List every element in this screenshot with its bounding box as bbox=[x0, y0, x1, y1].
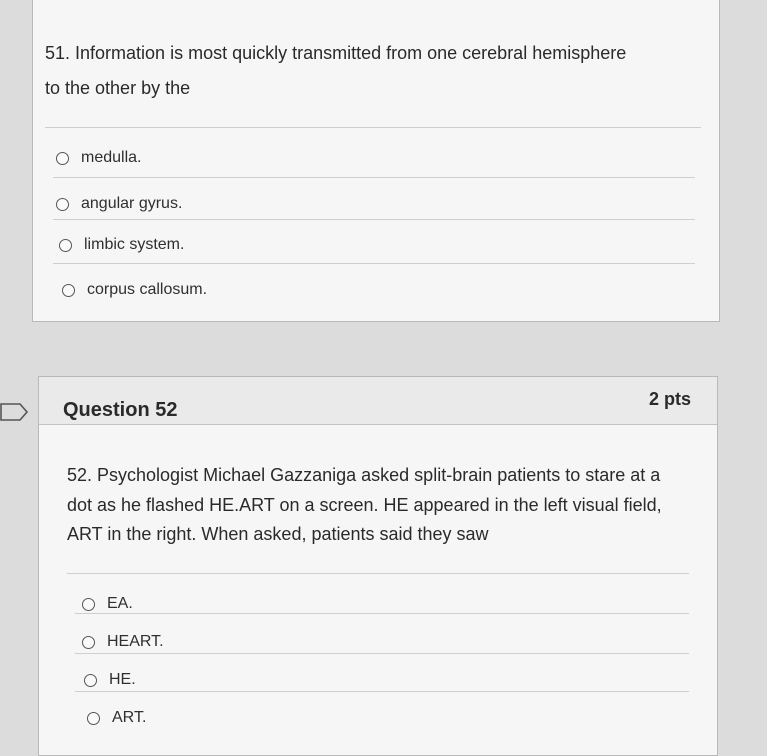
answer-label: ART. bbox=[112, 709, 147, 726]
radio-button[interactable] bbox=[56, 152, 69, 165]
question-52-text-line-3: ART in the right. When asked, patients said they saw bbox=[67, 524, 489, 544]
question-points: 2 pts bbox=[648, 389, 691, 409]
radio-button[interactable] bbox=[87, 712, 100, 725]
question-52-card bbox=[38, 376, 718, 756]
radio-button[interactable] bbox=[84, 674, 97, 687]
answer-label: corpus callosum. bbox=[87, 281, 208, 298]
radio-button[interactable] bbox=[56, 198, 69, 211]
answer-option-corpus-callosum[interactable] bbox=[62, 281, 207, 299]
divider bbox=[53, 177, 695, 178]
divider bbox=[67, 573, 689, 574]
answer-option-limbic-system[interactable] bbox=[59, 236, 184, 254]
answer-label: limbic system. bbox=[84, 236, 185, 253]
divider bbox=[53, 219, 695, 220]
divider bbox=[75, 691, 689, 692]
radio-button[interactable] bbox=[62, 284, 75, 297]
answer-option-angular-gyrus[interactable] bbox=[56, 195, 182, 213]
divider bbox=[75, 613, 689, 614]
answer-option-he[interactable] bbox=[84, 671, 136, 689]
question-52-text bbox=[67, 461, 697, 550]
radio-button[interactable] bbox=[82, 598, 95, 611]
answer-label: EA. bbox=[107, 595, 133, 612]
divider bbox=[75, 653, 689, 654]
divider bbox=[45, 127, 701, 128]
answer-label: HE. bbox=[109, 671, 136, 688]
radio-button[interactable] bbox=[82, 636, 95, 649]
flag-question-icon[interactable] bbox=[0, 402, 30, 422]
radio-button[interactable] bbox=[59, 239, 72, 252]
question-52-text-line-1: 52. Psychologist Michael Gazzaniga asked split-brain patients to stare at a bbox=[67, 465, 661, 485]
answer-option-heart[interactable] bbox=[82, 633, 164, 651]
answer-label: medulla. bbox=[81, 149, 142, 166]
answer-option-art[interactable] bbox=[87, 709, 146, 727]
question-51-text bbox=[45, 33, 695, 109]
question-51-text-line-1: 51. Information is most quickly transmitted from one cerebral hemisphere bbox=[45, 43, 627, 63]
question-header bbox=[39, 377, 717, 425]
answer-label: angular gyrus. bbox=[81, 195, 183, 212]
answer-label: HEART. bbox=[107, 633, 164, 650]
question-title: Question 52 bbox=[63, 399, 178, 421]
answer-option-medulla[interactable] bbox=[56, 149, 141, 167]
divider bbox=[53, 263, 695, 264]
question-52-text-line-2: dot as he flashed HE.ART on a screen. HE appeared in the left visual field, bbox=[67, 494, 662, 515]
question-51-card bbox=[32, 0, 720, 322]
answer-option-ea[interactable] bbox=[82, 595, 133, 613]
question-51-text-line-2: to the other by the bbox=[45, 78, 191, 98]
